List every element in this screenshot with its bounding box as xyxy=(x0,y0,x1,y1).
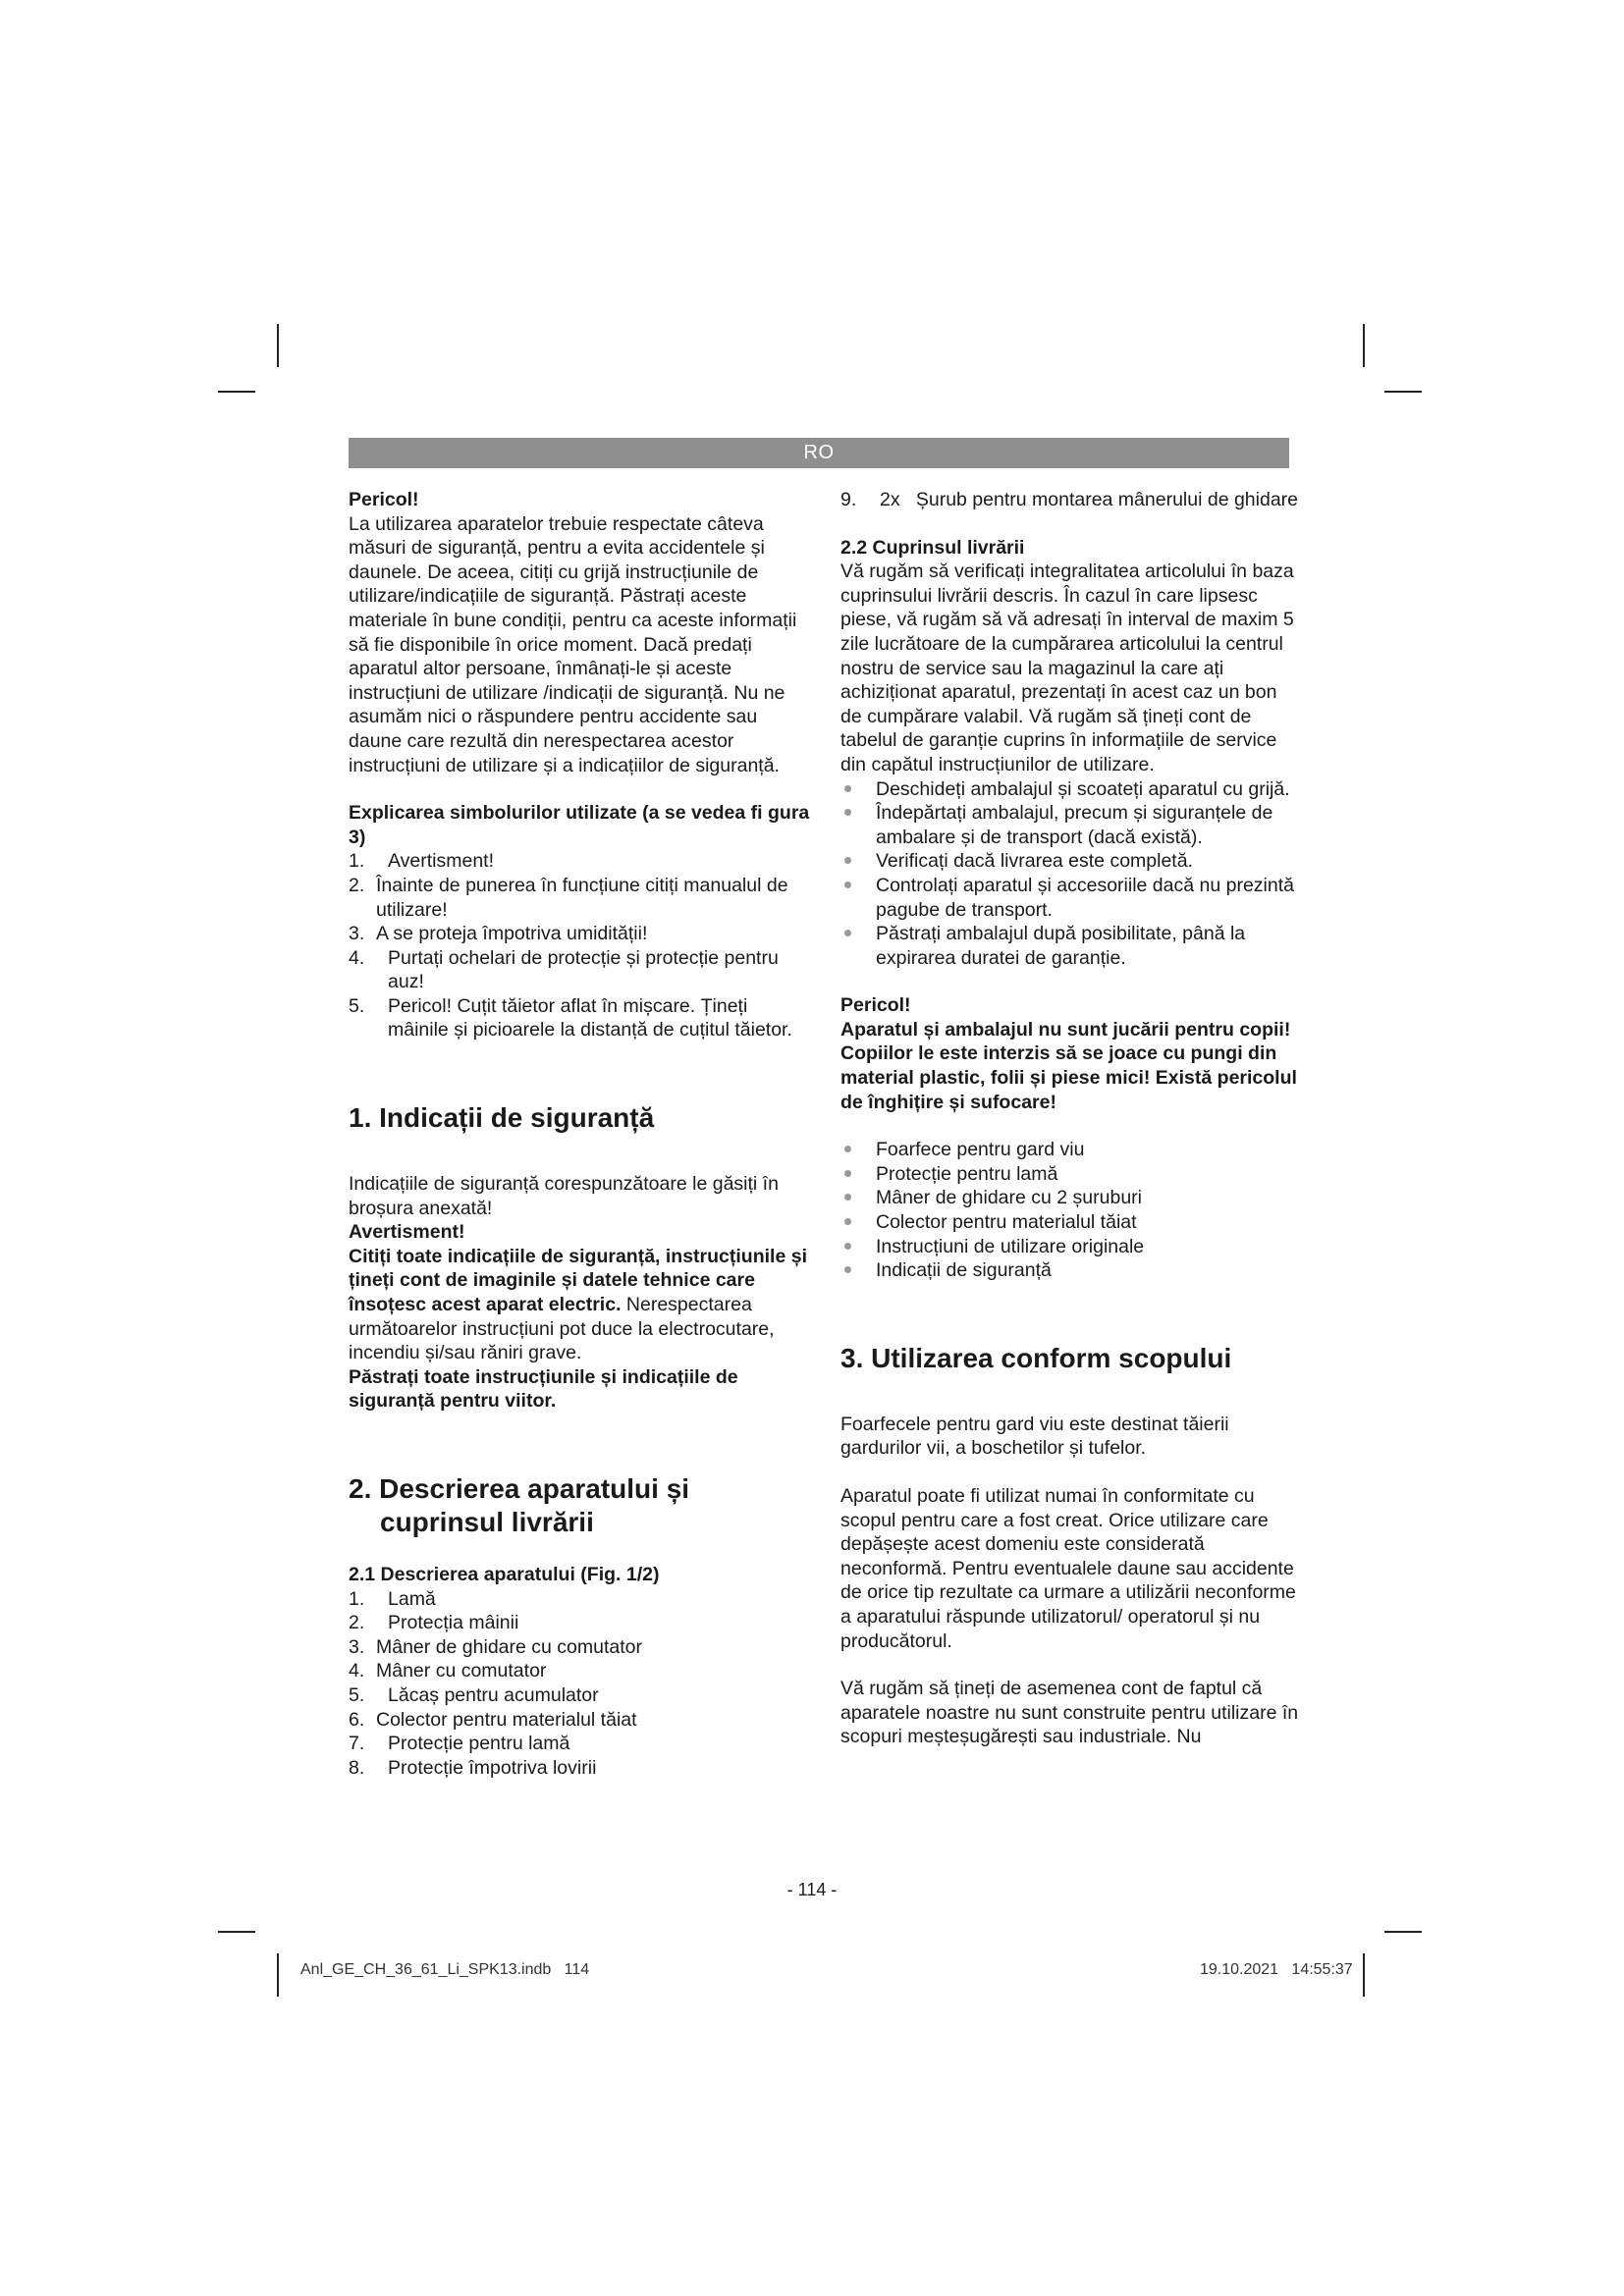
footer-datetime: 19.10.2021 14:55:37 xyxy=(1200,1961,1353,1978)
crop-mark-bottom-left xyxy=(277,1953,279,1997)
danger-2-text: Aparatul și ambalajul nu sunt jucării pentru copii! Copiilor le este interzis să se joace cu pungi din material plastic, folii și piese mici! Există pericolul de înghițire și sufocare! xyxy=(840,1018,1297,1113)
footer-file-info: Anl_GE_CH_36_61_Li_SPK13.indb 114 xyxy=(300,1961,590,1978)
section-3-paragraph-1: Foarfecele pentru gard viu este destinat tăierii gardurilor vii, a boschetilor și tufelor. xyxy=(840,1413,1229,1460)
symbols-list xyxy=(349,849,810,1042)
crop-mark-top-right xyxy=(1363,324,1365,367)
list-item: 3. Mâner de ghidare cu comutator xyxy=(349,1635,642,1658)
list-item: 5. Pericol! Cuțit tăietor aflat în mișcare. Țineți mâinile și picioarele la distanță de cuțitul tăietor. xyxy=(349,994,792,1041)
crop-mark-bottom-right-h xyxy=(1384,1931,1422,1933)
list-item: 5. Lăcaș pentru acumulator xyxy=(349,1683,599,1706)
crop-mark-top-right-h xyxy=(1384,391,1422,393)
list-item: 1. Lamă xyxy=(349,1587,436,1610)
list-item: Foarfece pentru gard viu xyxy=(840,1138,1302,1162)
list-item: 2. Protecția mâinii xyxy=(349,1612,519,1634)
parts-list-continued xyxy=(840,488,1302,512)
list-item: Controlați aparatul și accesoriile dacă nu prezintă pagube de transport. xyxy=(840,874,1302,922)
list-item: 9. 2x Șurub pentru montarea mânerului de ghidare xyxy=(840,489,1299,510)
list-item: Instrucțiuni de utilizare originale xyxy=(840,1235,1302,1259)
warning-text xyxy=(349,1245,810,1365)
list-item: Protecție pentru lamă xyxy=(840,1162,1302,1187)
crop-mark-top-left xyxy=(277,324,279,367)
list-item: Îndepărtați ambalajul, precum și siguranțele de ambalare și de transport (dacă există). xyxy=(840,801,1302,849)
section-3-heading: 3. Utilizarea conform scopului xyxy=(840,1342,1232,1373)
subsection-2-2-text: Vă rugăm să verificați integralitatea articolului în baza cuprinsului livrării descris. În cazul în care lipsesc piese, vă rugăm să vă adresați în interval de maxim 5 zile lucrătoare de la cumpărarea articolului la centrul nostru de service sau la magazinul la care ați achiziționat aparatul, prezentați în acest caz un bon de cumpărare valabil. Vă rugăm să țineți cont de tabelul de garanție cuprins în informațiile de service din capătul instrucțiunilor de utilizare. xyxy=(840,561,1294,775)
list-item: Mâner de ghidare cu 2 șuruburi xyxy=(840,1186,1302,1210)
warning-normal-text: Nerespectarea următoarelor instrucțiuni pot duce la electrocutare, incendiu și/sau răniri grave. xyxy=(349,1294,775,1364)
list-item: Păstrați ambalajul după posibilitate, până la expirarea duratei de garanție. xyxy=(840,922,1302,970)
section-3-paragraph-2: Aparatul poate fi utilizat numai în conformitate cu scopul pentru care a fost creat. Orice utilizare care depășește acest domeniu este considerată neconformă. Pentru eventualele daune sau accidente de orice tip rezultate ca urmare a utilizării neconforme a aparatului răspunde utilizatorul/ operatorul și nu producătorul. xyxy=(840,1485,1296,1652)
list-item: 4. Purtați ochelari de protecție și protecție pentru auz! xyxy=(349,946,779,993)
list-item: Verificați dacă livrarea este completă. xyxy=(840,849,1302,874)
check-steps-list xyxy=(840,777,1302,971)
list-item: Deschideți ambalajul și scoateți aparatul cu grijă. xyxy=(840,777,1302,802)
left-column xyxy=(349,488,810,1780)
page-number: - 114 - xyxy=(786,1880,838,1899)
crop-mark-top-left-h xyxy=(218,391,255,393)
list-item: Colector pentru materialul tăiat xyxy=(840,1210,1302,1235)
language-code: RO xyxy=(803,442,835,463)
crop-mark-bottom-right xyxy=(1363,1953,1365,1997)
danger-title: Pericol! xyxy=(349,489,419,510)
crop-mark-bottom-left-h xyxy=(218,1931,255,1933)
list-item: Indicații de siguranță xyxy=(840,1258,1302,1283)
right-column xyxy=(840,488,1302,1749)
section-2-heading: 2. Descrierea aparatului și cuprinsul livrării xyxy=(349,1473,690,1537)
warning-bold-text: Citiți toate indicațiile de siguranță, instrucțiunile și țineți cont de imaginile și datele tehnice care însoțesc acest aparat electric. xyxy=(349,1245,807,1316)
list-item: 4. Mâner cu comutator xyxy=(349,1660,547,1682)
list-item: 3. A se proteja împotriva umidității! xyxy=(349,923,648,945)
subsection-2-2-title: 2.2 Cuprinsul livrării xyxy=(840,536,1025,559)
delivery-contents-list xyxy=(840,1138,1302,1283)
section-1-heading: 1. Indicații de siguranță xyxy=(349,1102,655,1134)
section-1-intro: Indicațiile de siguranță corespunzătoare le găsiți în broșura anexată! xyxy=(349,1173,779,1219)
symbols-title: Explicarea simbolurilor utilizate (a se vedea fi gura 3) xyxy=(349,802,810,848)
danger-text: La utilizarea aparatelor trebuie respectate câteva măsuri de siguranță, pentru a evita accidentele și daunele. De aceea, citiți cu grijă instrucțiunile de utilizare/indicațiile de siguranță. Păstrați aceste materiale în bune condiții, pentru ca aceste informații să fie disponibile în orice moment. Dacă predați aparatul altor persoane, înmânați-le și aceste instrucțiuni de utilizare /indicații de siguranță. Nu ne asumăm nici o răspundere pentru accidente sau daune care rezultă din nerespectarea acestor instrucțiuni de utilizare și a indicațiilor de siguranță. xyxy=(349,512,797,776)
list-item: 1. Avertisment! xyxy=(349,850,495,873)
subsection-2-1-title: 2.1 Descrierea aparatului (Fig. 1/2) xyxy=(349,1564,660,1585)
language-header-bar xyxy=(349,438,1289,468)
list-item: 6. Colector pentru materialul tăiat xyxy=(349,1708,637,1731)
warning-keep-text: Păstrați toate instrucțiunile și indicațiile de siguranță pentru viitor. xyxy=(349,1365,738,1413)
list-item: 7. Protecție pentru lamă xyxy=(349,1733,570,1755)
list-item: 2. Înainte de punerea în funcțiune citiți manualul de utilizare! xyxy=(349,874,788,921)
section-3-paragraph-3: Vă rugăm să țineți de asemenea cont de faptul că aparatele noastre nu sunt construite pentru utilizare în scopuri meșteșugărești sau industriale. Nu xyxy=(840,1678,1299,1748)
warning-title: Avertisment! xyxy=(349,1221,465,1244)
list-item: 8. Protecție împotriva lovirii xyxy=(349,1756,597,1779)
parts-list xyxy=(349,1587,810,1781)
danger-2-title: Pericol! xyxy=(840,994,911,1017)
